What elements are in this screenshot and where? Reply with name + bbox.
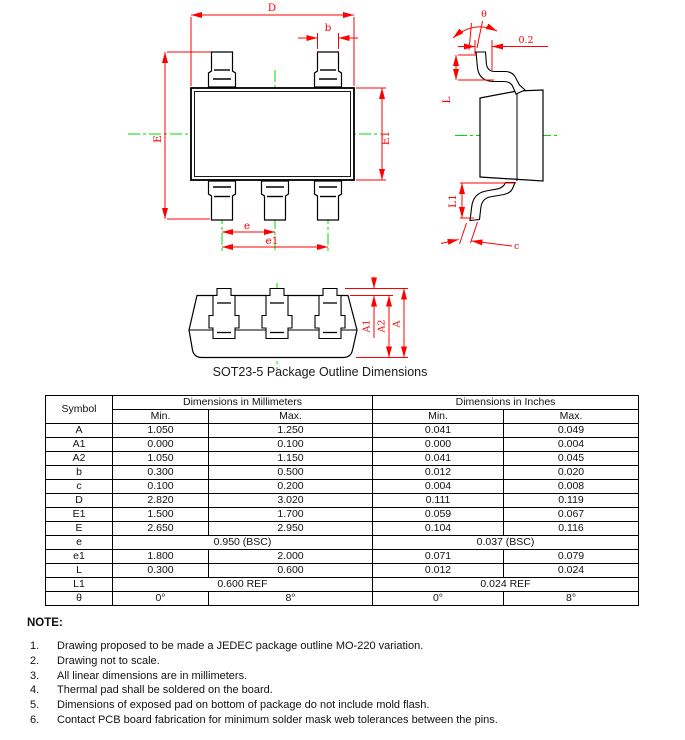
value-cell: 0.024 [504, 564, 639, 578]
lead [262, 289, 292, 339]
dimensions-table [45, 395, 639, 606]
col-header-mm-max: Max. [209, 410, 373, 424]
value-cell: 0.600 [209, 564, 373, 578]
note-item [30, 715, 685, 726]
top-view-drawing [128, 2, 392, 252]
value-cell: 2.950 [209, 522, 373, 536]
table-row [46, 424, 639, 438]
value-cell-span: 0.024 REF [373, 578, 639, 592]
value-cell: 0.071 [373, 550, 504, 564]
symbol-cell: A2 [46, 452, 113, 466]
dim-label-E1: E1 [380, 130, 392, 146]
lead [315, 289, 345, 339]
note-number: 2. [30, 654, 40, 667]
note-number: 1. [30, 640, 40, 652]
value-cell: 1.050 [113, 424, 209, 438]
package-body [191, 88, 354, 180]
table-row [46, 466, 639, 480]
value-cell: 8° [504, 592, 639, 606]
symbol-cell: e1 [46, 550, 113, 564]
value-cell: 1.500 [113, 508, 209, 522]
symbol-cell: L [46, 564, 113, 578]
dim-b [298, 33, 358, 49]
table-header-row [46, 396, 639, 410]
front-view-drawing [189, 277, 408, 369]
value-cell: 0.300 [113, 466, 209, 480]
value-cell: 0° [113, 592, 209, 606]
col-header-mm: Dimensions in Millimeters [113, 396, 373, 410]
symbol-cell: e [46, 536, 113, 550]
value-cell: 0.500 [209, 466, 373, 480]
value-cell: 0.012 [373, 564, 504, 578]
col-header-in-max: Max. [504, 410, 639, 424]
value-cell: 2.000 [209, 550, 373, 564]
note-text: Contact PCB board fabrication for minimum solder mask web tolerances between the pins. [57, 713, 498, 726]
dim-label-A2: A2 [376, 319, 388, 333]
value-cell: 0.004 [504, 438, 639, 452]
value-cell: 0.041 [373, 424, 504, 438]
table-row [46, 452, 639, 466]
dim-label-tip-offset: 0.2 [518, 35, 534, 46]
dim-label-L1: L1 [447, 194, 459, 208]
col-header-symbol: Symbol [46, 396, 113, 424]
table-row [46, 508, 639, 522]
value-cell: 1.150 [209, 452, 373, 466]
value-cell: 0° [373, 592, 504, 606]
value-cell: 1.700 [209, 508, 373, 522]
table-row [46, 550, 639, 564]
note-item [30, 671, 685, 682]
value-cell: 1.250 [209, 424, 373, 438]
package-body-side [480, 90, 543, 181]
value-cell-span: 0.037 (BSC) [373, 536, 639, 550]
lead [209, 289, 239, 339]
note-text: All linear dimensions are in millimeters. [57, 669, 248, 682]
symbol-cell: E [46, 522, 113, 536]
value-cell: 8° [209, 592, 373, 606]
symbol-cell: c [46, 480, 113, 494]
table-row [46, 522, 639, 536]
value-cell: 0.100 [113, 480, 209, 494]
value-cell: 0.111 [373, 494, 504, 508]
symbol-cell: A1 [46, 438, 113, 452]
symbol-cell: b [46, 466, 113, 480]
bottom-lead [470, 183, 515, 221]
value-cell: 2.650 [113, 522, 209, 536]
dim-label-A: A [391, 320, 403, 328]
value-cell: 0.059 [373, 508, 504, 522]
note-item [30, 641, 685, 652]
note-item [30, 685, 685, 696]
symbol-cell: D [46, 494, 113, 508]
dim-label-theta: θ [481, 9, 487, 20]
top-lead [476, 52, 525, 94]
value-cell: 0.067 [504, 508, 639, 522]
col-header-mm-min: Min. [113, 410, 209, 424]
col-header-inch: Dimensions in Inches [373, 396, 639, 410]
drawing-caption: SOT23-5 Package Outline Dimensions [212, 365, 428, 379]
front-leads [209, 289, 345, 339]
note-number: 3. [30, 669, 40, 682]
value-cell: 1.050 [113, 452, 209, 466]
value-cell: 0.020 [504, 466, 639, 480]
value-cell: 0.012 [373, 466, 504, 480]
dim-label-D: D [267, 2, 277, 14]
value-cell: 0.100 [209, 438, 373, 452]
table-row [46, 480, 639, 494]
note-text: Drawing proposed to be made a JEDEC package outline MO-220 variation. [57, 640, 424, 652]
value-cell: 0.041 [373, 452, 504, 466]
notes-heading: NOTE: [27, 617, 63, 629]
value-cell: 0.300 [113, 564, 209, 578]
value-cell: 3.020 [209, 494, 373, 508]
dim-label-L: L [441, 96, 453, 104]
value-cell-span: 0.600 REF [113, 578, 373, 592]
table-row [46, 494, 639, 508]
value-cell: 0.104 [373, 522, 504, 536]
col-header-in-min: Min. [373, 410, 504, 424]
note-number: 4. [30, 684, 40, 697]
dim-label-E: E [152, 135, 164, 143]
symbol-cell: L1 [46, 578, 113, 592]
value-cell: 0.049 [504, 424, 639, 438]
symbol-cell: A [46, 424, 113, 438]
side-view-drawing [441, 9, 560, 252]
symbol-cell: E1 [46, 508, 113, 522]
note-item [30, 700, 685, 711]
dim-label-c: c [514, 241, 520, 252]
dim-label-e1: e1 [265, 235, 279, 247]
value-cell: 0.000 [373, 438, 504, 452]
note-text: Thermal pad shall be soldered on the board. [57, 684, 273, 697]
table-row [46, 438, 639, 452]
table-row [46, 578, 639, 592]
note-item [30, 656, 685, 667]
note-text: Drawing not to scale. [57, 654, 160, 667]
table-row [46, 564, 639, 578]
table-row [46, 536, 639, 550]
value-cell: 0.079 [504, 550, 639, 564]
value-cell: 0.004 [373, 480, 504, 494]
value-cell: 0.000 [113, 438, 209, 452]
table-subheader-row [46, 410, 639, 424]
value-cell: 2.820 [113, 494, 209, 508]
value-cell: 0.045 [504, 452, 639, 466]
dim-label-b: b [324, 22, 332, 34]
note-number: 6. [30, 713, 40, 726]
table-row [46, 592, 639, 606]
value-cell: 1.800 [113, 550, 209, 564]
notes-section [0, 617, 685, 730]
symbol-cell: θ [46, 592, 113, 606]
value-cell: 0.119 [504, 494, 639, 508]
note-text: Dimensions of exposed pad on bottom of package do not include mold flash. [57, 699, 430, 712]
dim-label-A1: A1 [361, 319, 373, 333]
dim-label-e: e [243, 220, 251, 232]
note-number: 5. [30, 699, 40, 712]
dim-c [441, 222, 512, 246]
value-cell: 0.116 [504, 522, 639, 536]
value-cell-span: 0.950 (BSC) [113, 536, 373, 550]
value-cell: 0.200 [209, 480, 373, 494]
value-cell: 0.008 [504, 480, 639, 494]
